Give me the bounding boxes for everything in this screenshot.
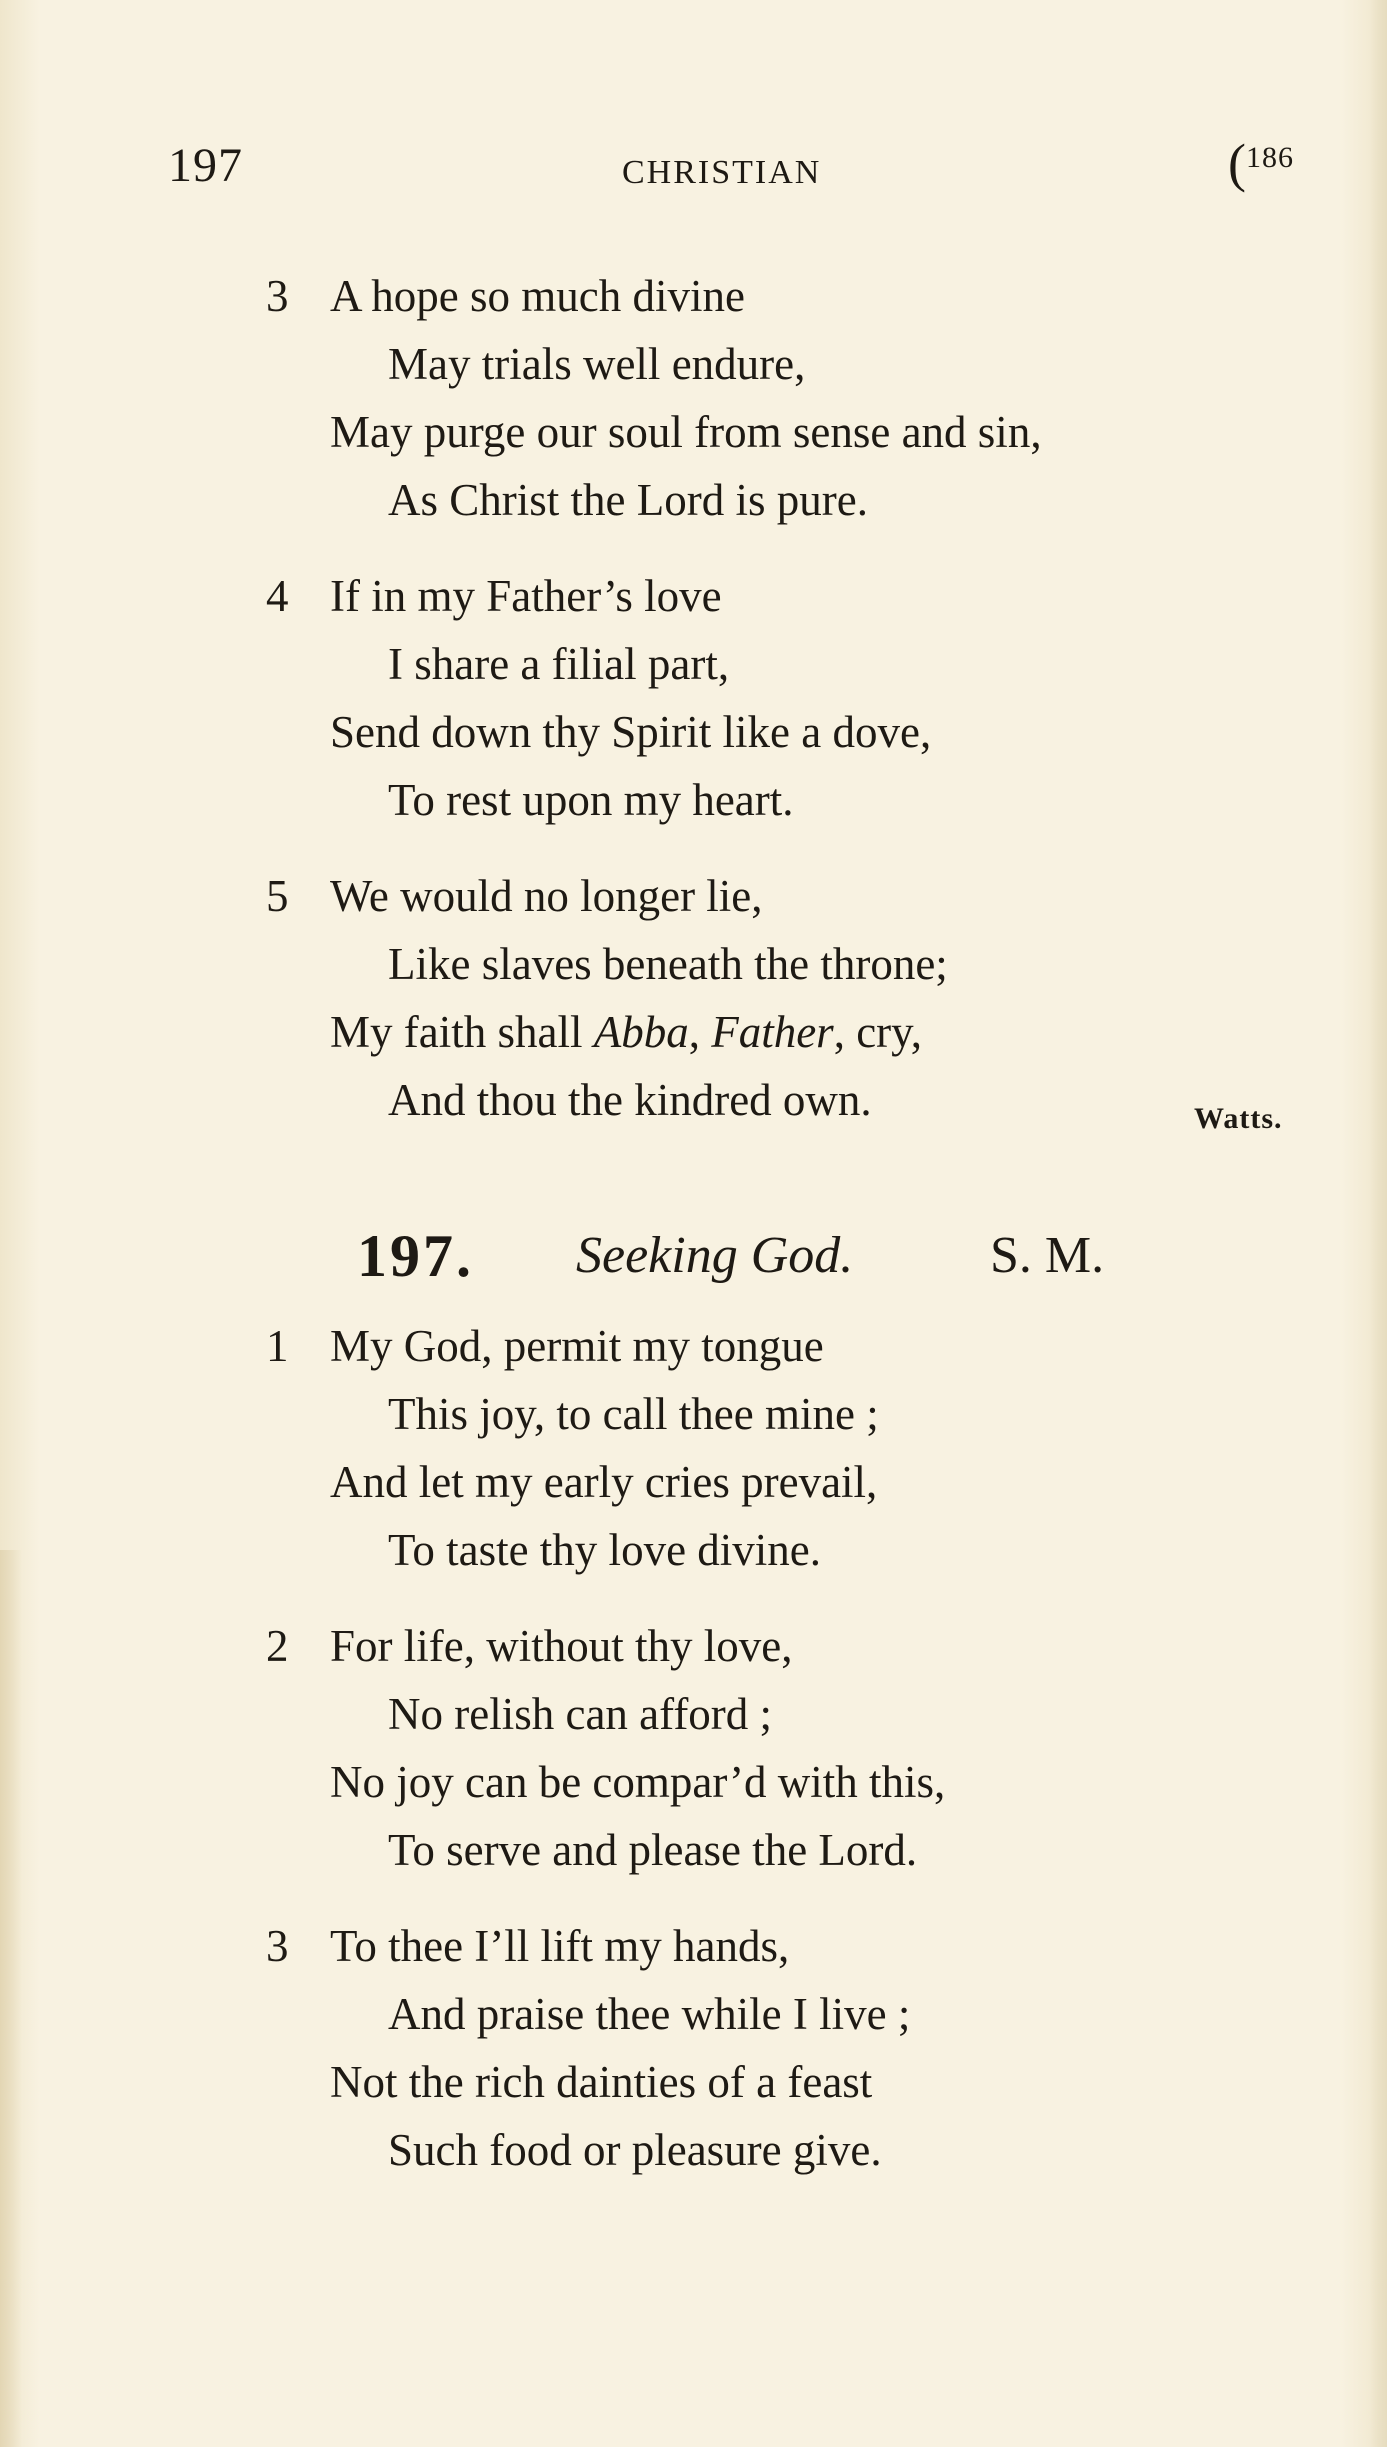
- marker-paren: (: [1228, 133, 1246, 193]
- verse-number: 2: [266, 1621, 289, 1671]
- verse-line: Such food or pleasure give.: [388, 2125, 882, 2175]
- line-text: , cry,: [833, 1007, 922, 1057]
- verse-number: 1: [266, 1321, 289, 1371]
- verse-line: No joy can be compar’d with this,: [330, 1757, 946, 1807]
- italic-word-father: Father: [711, 1007, 834, 1057]
- line-text: My faith shall: [330, 1007, 594, 1057]
- verse-line: This joy, to call thee mine ;: [388, 1389, 879, 1439]
- verse-line: [330, 1006, 922, 1058]
- hymn-meter: S. M.: [990, 1227, 1105, 1284]
- verse-line: Like slaves beneath the throne;: [388, 939, 948, 989]
- verse-line: My God, permit my tongue: [330, 1321, 824, 1371]
- verse-line: A hope so much divine: [330, 271, 745, 321]
- hymn-range-marker: [1228, 132, 1294, 194]
- line-text: ,: [688, 1007, 712, 1057]
- verse-line: Not the rich dainties of a feast: [330, 2057, 873, 2107]
- verse-number: 3: [266, 1921, 289, 1971]
- marker-number: 186: [1245, 141, 1294, 174]
- verse-line: May purge our soul from sense and sin,: [330, 407, 1042, 457]
- verse-line: As Christ the Lord is pure.: [388, 475, 868, 525]
- verse-line: To rest upon my heart.: [388, 775, 794, 825]
- page-edge-shadow-right: [1369, 0, 1387, 2447]
- verse-line: Send down thy Spirit like a dove,: [330, 707, 932, 757]
- verse-line: And praise thee while I live ;: [388, 1989, 911, 2039]
- verse-line: We would no longer lie,: [330, 871, 763, 921]
- verse-line: To thee I’ll lift my hands,: [330, 1921, 790, 1971]
- verse-line: May trials well endure,: [388, 339, 806, 389]
- verse-number: 3: [266, 271, 289, 321]
- italic-word-abba: Abba: [593, 1007, 689, 1057]
- verse-line: I share a filial part,: [388, 639, 730, 689]
- verse-line: For life, without thy love,: [330, 1621, 793, 1671]
- verse-line: To serve and please the Lord.: [388, 1825, 918, 1875]
- running-title: CHRISTIAN: [622, 154, 822, 191]
- verse-line: And let my early cries prevail,: [330, 1457, 878, 1507]
- page-number: 197: [168, 139, 243, 192]
- verse-number: 4: [266, 571, 289, 621]
- verse-line: If in my Father’s love: [330, 571, 722, 621]
- author-attribution: Watts.: [1194, 1102, 1283, 1135]
- hymn-title: Seeking God.: [576, 1227, 854, 1284]
- page-edge-shadow-left: [0, 1550, 22, 2447]
- verse-line: No relish can afford ;: [388, 1689, 773, 1739]
- hymn-number: 197.: [357, 1223, 474, 1289]
- verse-number: 5: [266, 871, 289, 921]
- verse-line: To taste thy love divine.: [388, 1525, 822, 1575]
- verse-line: And thou the kindred own.: [388, 1075, 872, 1125]
